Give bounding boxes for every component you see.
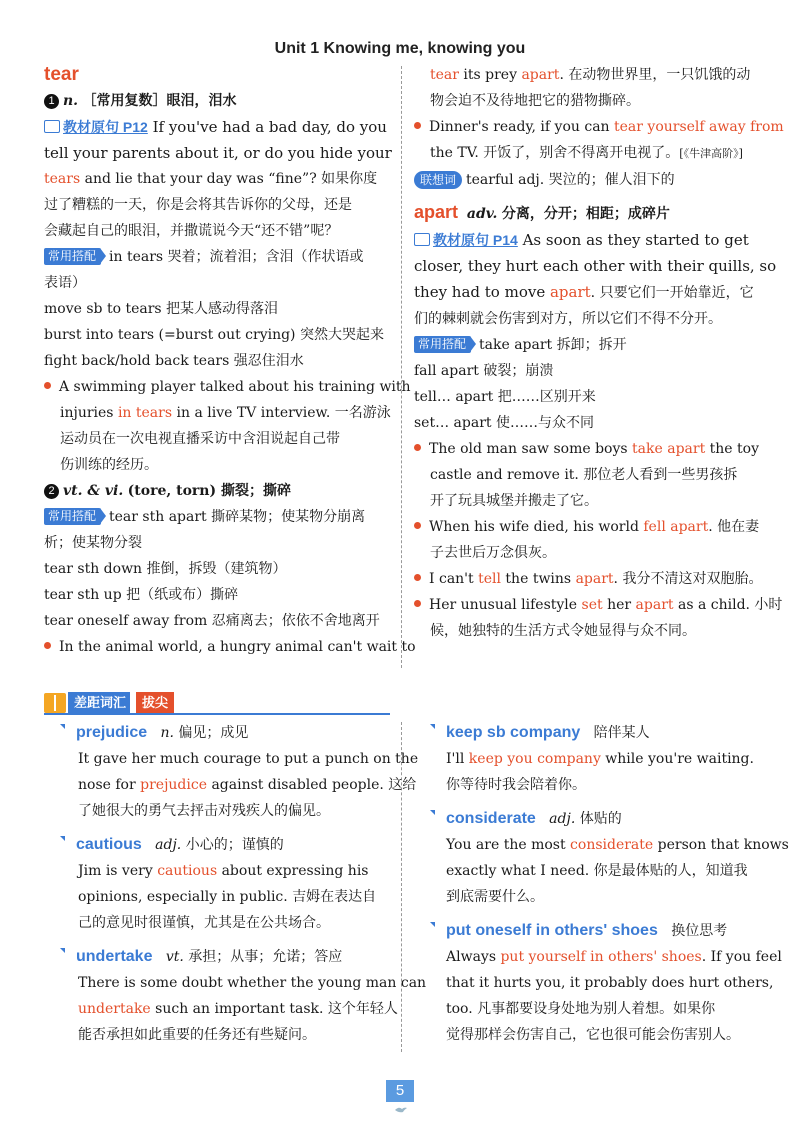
part-of-speech: n. xyxy=(63,93,79,109)
bullet-icon xyxy=(414,444,421,451)
highlight: apart xyxy=(635,597,674,613)
phrase: move sb to tears 把某人感动得落泪 xyxy=(44,301,279,317)
vocab-definition: 换位思考 xyxy=(671,923,728,939)
corner-marker-icon xyxy=(60,948,65,953)
vocab-word: undertake xyxy=(76,948,153,965)
example-text: nose for xyxy=(78,777,141,793)
left-column xyxy=(44,62,416,660)
part-of-speech: adj. xyxy=(549,811,576,827)
corner-marker-icon xyxy=(430,810,435,815)
collocation-tag: 常用搭配 xyxy=(44,508,101,525)
example-translation: 会藏起自己的眼泪，并撒谎说今天“还不错”呢？ xyxy=(44,223,339,239)
collocation-text: take apart 拆卸；拆开 xyxy=(479,337,627,353)
vocab-definition: 承担；从事；允诺；答应 xyxy=(188,949,343,965)
phrase: tear sth down 推倒，拆毁（建筑物） xyxy=(44,561,287,577)
textbook-source-label: 教材原句 P14 xyxy=(433,232,518,248)
example-translation: 物会迫不及待地把它的猎物撕碎。 xyxy=(430,93,640,109)
example-text: As soon as they started to get xyxy=(517,231,749,249)
highlight: in tears xyxy=(117,405,173,421)
highlight: considerate xyxy=(570,837,654,853)
vocab-entry-shoes xyxy=(430,918,782,1048)
part-of-speech: adj. xyxy=(155,837,182,853)
highlight: take apart xyxy=(632,441,706,457)
example-text: the toy xyxy=(705,441,759,457)
sense-number: 2 xyxy=(44,484,59,499)
example-translation: too. 凡事都要设身处地为别人着想。如果你 xyxy=(446,1001,716,1017)
vocab-word: keep sb company xyxy=(446,724,581,741)
highlight: tears xyxy=(44,171,81,187)
bullet-icon xyxy=(44,642,51,649)
example-text: I can't xyxy=(429,571,479,587)
phrase: tear oneself away from 忍痛离去；依依不舍地离开 xyxy=(44,613,380,629)
example-translation: castle and remove it. 那位老人看到一些男孩拆 xyxy=(430,467,738,483)
vocab-left xyxy=(60,720,427,1048)
example-translation: 己的意见时很谨慎，尤其是在公共场合。 xyxy=(78,915,330,931)
example-text: and lie that your day was “fine”? 如果你度 xyxy=(80,171,378,187)
example-text: its prey xyxy=(458,67,522,83)
example-text: There is some doubt whether the young man can xyxy=(78,975,427,991)
sense-definition: 分离，分开；相距；成碎片 xyxy=(501,206,670,222)
example-text: while you're waiting. xyxy=(600,751,754,767)
page-title: Unit 1 Knowing me, knowing you xyxy=(274,40,526,57)
corner-marker-icon xyxy=(430,922,435,927)
citation: [《牛津高阶》] xyxy=(679,147,743,160)
example-text: You are the most xyxy=(446,837,571,853)
collocation-tag: 常用搭配 xyxy=(44,248,101,265)
vocab-word: considerate xyxy=(446,810,536,827)
vocab-definition: 体贴的 xyxy=(579,811,622,827)
example-text: I'll xyxy=(446,751,469,767)
tag-arrow-icon xyxy=(100,248,106,264)
example-translation: 候，她独特的生活方式令她显得与众不同。 xyxy=(430,623,696,639)
example-translation: . 他在妻 xyxy=(708,519,760,535)
example-text: . 在动物世界里，一只饥饿的动 xyxy=(559,67,751,83)
bullet-icon xyxy=(414,574,421,581)
vocab-word: put oneself in others' shoes xyxy=(446,922,658,939)
highlight: apart xyxy=(575,571,614,587)
sense-definition: (tore, torn) 撕裂；撕碎 xyxy=(127,483,291,499)
vocab-definition: 小心的；谨慎的 xyxy=(185,837,284,853)
example-translation: as a child. 小时 xyxy=(673,597,783,613)
phrase: fall apart 破裂；崩溃 xyxy=(414,363,554,379)
highlight: keep you company xyxy=(468,751,601,767)
example-text: exactly what I need. 你是最体贴的人，知道我 xyxy=(446,863,748,879)
column-divider xyxy=(401,66,402,668)
collocation-tag: 常用搭配 xyxy=(414,336,471,353)
banner-label: 差距词汇 xyxy=(68,692,130,714)
highlight: prejudice xyxy=(140,777,207,793)
example-text: It gave her much courage to put a punch on the xyxy=(78,751,419,767)
example-text: in a live TV interview. 一名游泳 xyxy=(172,405,391,421)
bullet-icon xyxy=(414,600,421,607)
book-icon xyxy=(414,233,430,246)
example-text: such an important task. 这个年轻人 xyxy=(150,1001,398,1017)
highlight: cautious xyxy=(157,863,218,879)
phrase: fight back/hold back tears 强忍住泪水 xyxy=(44,353,304,369)
example-translation: . 我分不清这对双胞胎。 xyxy=(613,571,763,587)
example-text: they had to move xyxy=(414,283,550,301)
example-text: The old man saw some boys xyxy=(429,441,633,457)
headword-apart: apart xyxy=(414,202,459,222)
vocab-definition: 陪伴某人 xyxy=(593,725,650,741)
example-translation: 能否承担如此重要的任务还有些疑问。 xyxy=(78,1027,316,1043)
association-text: tearful adj. 哭泣的；催人泪下的 xyxy=(466,172,675,188)
example-translation: 们的棘刺就会伤害到对方，所以它们不得不分开。 xyxy=(414,311,722,327)
page-number: 5 xyxy=(386,1080,414,1102)
highlight: fell apart xyxy=(643,519,709,535)
highlight: tear yourself away from xyxy=(614,119,784,135)
example-translation: 子去世后万念俱灰。 xyxy=(430,545,556,561)
part-of-speech: vt. & vi. xyxy=(63,483,124,499)
phrase: tear sth up 把（纸或布）撕碎 xyxy=(44,587,239,603)
book-icon xyxy=(44,120,60,133)
phrase: tell… apart 把……区别开来 xyxy=(414,389,596,405)
phrase: set… apart 使……与众不同 xyxy=(414,415,594,431)
example-translation: 过了糟糕的一天，你是会将其告诉你的父母，还是 xyxy=(44,197,352,213)
example-translation: 伤训练的经历。 xyxy=(60,457,158,473)
association-tag: 联想词 xyxy=(414,171,462,189)
example-translation: 开了玩具城堡并搬走了它。 xyxy=(430,493,598,509)
example-text: opinions, especially in public. 吉姆在表达自 xyxy=(78,889,377,905)
example-translation: . 只要它们一开始靠近，它 xyxy=(590,285,754,301)
corner-marker-icon xyxy=(60,724,65,729)
highlight: apart xyxy=(521,67,560,83)
example-text: that it hurts you, it probably does hurt others, xyxy=(446,975,774,991)
collocation-text: 析；使某物分裂 xyxy=(44,535,142,551)
phrase: burst into tears (=burst out crying) 突然大哭起来 xyxy=(44,327,384,343)
bullet-icon xyxy=(414,522,421,529)
sense-number: 1 xyxy=(44,94,59,109)
tag-arrow-icon xyxy=(100,508,106,524)
example-text: Her unusual lifestyle xyxy=(429,597,582,613)
example-translation: the TV. 开饭了，别舍不得离开电视了。 xyxy=(430,145,680,161)
part-of-speech: adv. xyxy=(466,206,498,222)
example-text: about expressing his xyxy=(217,863,369,879)
vocab-definition: 偏见；成见 xyxy=(178,725,249,741)
corner-marker-icon xyxy=(60,836,65,841)
highlight: tell xyxy=(478,571,501,587)
example-text: If you've had a bad day, do you xyxy=(147,118,387,136)
highlight: set xyxy=(581,597,603,613)
example-translation: 觉得那样会伤害自己，它也很可能会伤害别人。 xyxy=(446,1027,740,1043)
vocab-entry-cautious xyxy=(60,832,396,936)
part-of-speech: vt. xyxy=(165,949,184,965)
example-text: her xyxy=(602,597,636,613)
bird-icon xyxy=(394,1104,408,1114)
vocab-entry-considerate xyxy=(430,806,789,910)
vocab-word: cautious xyxy=(76,836,142,853)
vocab-entry-undertake xyxy=(60,944,427,1048)
book-icon xyxy=(44,693,66,713)
part-of-speech: n. xyxy=(160,725,174,741)
bullet-icon xyxy=(414,122,421,129)
example-text: the twins xyxy=(500,571,576,587)
example-text: against disabled people. 这给 xyxy=(207,777,417,793)
highlight: apart xyxy=(549,283,591,301)
sense-definition: ［常用复数］眼泪，泪水 xyxy=(82,93,237,109)
collocation-text: in tears 哭着；流着泪；含泪（作状语或 xyxy=(109,249,364,265)
vocab-entry-prejudice xyxy=(60,720,419,824)
example-text: A swimming player talked about his training with xyxy=(59,379,411,395)
vocab-word: prejudice xyxy=(76,724,148,741)
example-text: . If you feel xyxy=(701,949,782,965)
example-text: Dinner's ready, if you can xyxy=(429,119,615,135)
example-translation: 了她很大的勇气去抨击对残疾人的偏见。 xyxy=(78,803,330,819)
section-banner xyxy=(44,692,390,714)
bullet-icon xyxy=(44,382,51,389)
example-text: person that knows xyxy=(653,837,789,853)
example-text: In the animal world, a hungry animal can't wait to xyxy=(59,639,416,655)
example-text: tell your parents about it, or do you hide your xyxy=(44,144,392,162)
example-text: closer, they hurt each other with their quills, so xyxy=(414,257,777,275)
highlight: undertake xyxy=(78,1001,151,1017)
collocation-text: tear sth apart 撕碎某物；使某物分崩离 xyxy=(109,509,366,525)
right-column xyxy=(414,62,784,644)
example-text: injuries xyxy=(60,405,118,421)
collocation-text: 表语） xyxy=(44,275,86,291)
vocab-entry-keep-company xyxy=(430,720,775,798)
example-translation: 到底需要什么。 xyxy=(446,889,544,905)
headword-tear: tear xyxy=(44,64,79,85)
highlight: put yourself in others' shoes xyxy=(500,949,702,965)
tag-arrow-icon xyxy=(470,336,476,352)
vocab-right xyxy=(430,720,789,1048)
example-translation: 运动员在一次电视直播采访中含泪说起自己带 xyxy=(60,431,340,447)
highlight: tear xyxy=(430,67,459,83)
banner-underline xyxy=(44,713,390,715)
banner-badge: 拔尖 xyxy=(136,692,174,714)
example-text: When his wife died, his world xyxy=(429,519,644,535)
corner-marker-icon xyxy=(430,724,435,729)
example-translation: 你等待时我会陪着你。 xyxy=(446,777,586,793)
textbook-source-label: 教材原句 P12 xyxy=(63,119,148,135)
example-text: Always xyxy=(446,949,501,965)
example-text: Jim is very xyxy=(78,863,158,879)
